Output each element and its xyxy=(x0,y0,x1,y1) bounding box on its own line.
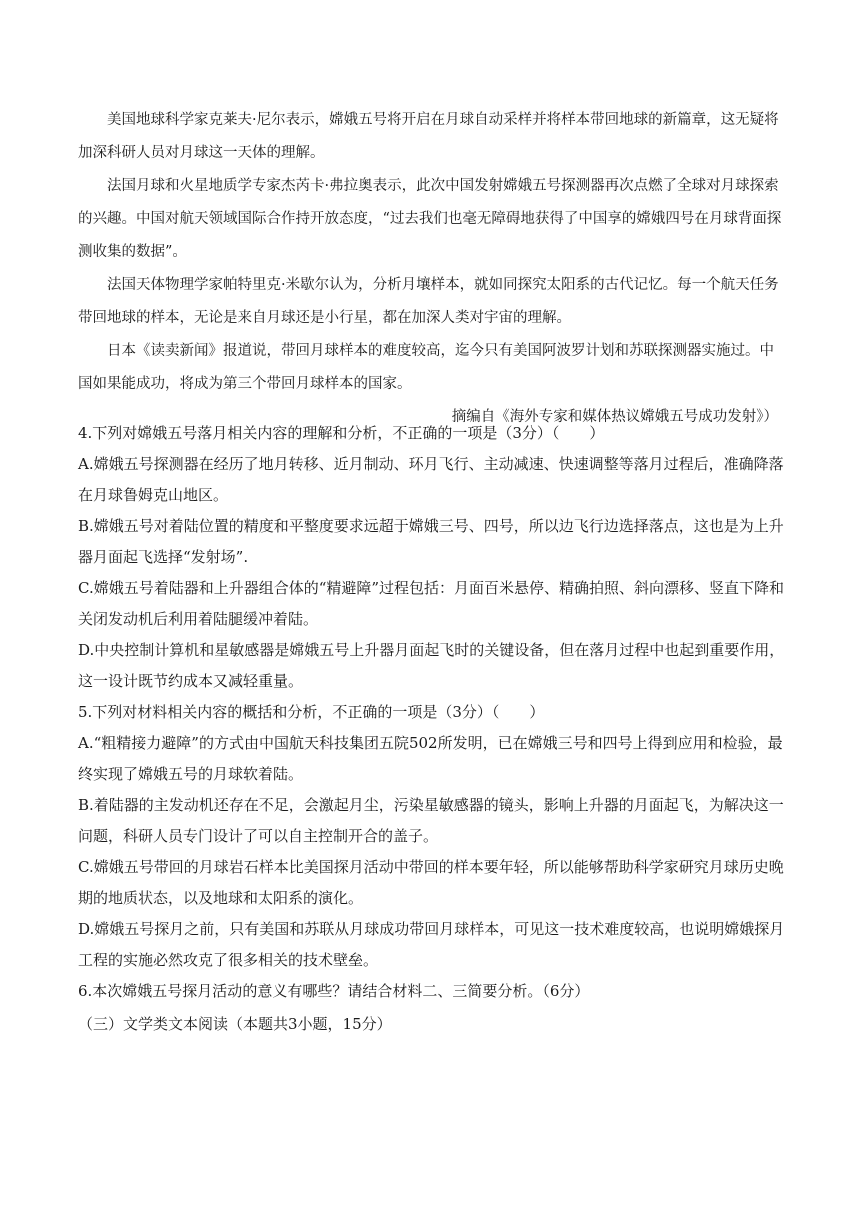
passage-paragraph-3: 法国天体物理学家帕特里克·米歇尔认为，分析月壤样本，就如同探究太阳系的古代记忆。每一个航天任务带回地球的样本，无论是来自月球还是小行星，都在加深人类对宇宙的理解。 xyxy=(78,277,779,326)
question-4-option-c: C.嫦娥五号着陆器和上升器组合体的“精避障”过程包括：月面百米悬停、精确拍照、斜向漂移、竖直下降和关闭发动机后利用着陆腿缓冲着陆。 xyxy=(78,579,785,628)
passage-paragraph-2: 法国月球和火星地质学专家杰芮卡·弗拉奥表示，此次中国发射嫦娥五号探测器再次点燃了全球对月球探索的兴趣。中国对航天领域国际合作持开放态度，“过去我们也毫无障碍地获得了中国享的嫦娥四号在月球背面探测收集的数据”。 xyxy=(78,178,782,260)
reading-passage xyxy=(78,104,786,434)
question-5-option-a: A.“粗精接力避障”的方式由中国航天科技集团五院502所发明，已在嫦娥三号和四号上得到应用和检验，最终实现了嫦娥五号的月球软着陆。 xyxy=(78,734,783,783)
passage-paragraph-1: 美国地球科学家克莱夫·尼尔表示，嫦娥五号将开启在月球自动采样并将样本带回地球的新篇章，这无疑将加深科研人员对月球这一天体的理解。 xyxy=(78,112,779,161)
passage-source: 摘编自《海外专家和媒体热议嫦娥五号成功发射》） xyxy=(451,409,778,425)
question-5-option-b: B.着陆器的主发动机还存在不足，会激起月尘，污染星敏感器的镜头，影响上升器的月面起飞，为解决这一问题，科研人员专门设计了可以自主控制开合的盖子。 xyxy=(78,796,784,845)
section-3-title: （三）文学类文本阅读（本题共3小题，15分） xyxy=(78,1015,392,1033)
passage-paragraph-4: 日本《读卖新闻》报道说，带回月球样本的难度较高，迄今只有美国阿波罗计划和苏联探测器实施过。中国如果能成功，将成为第三个带回月球样本的国家。 xyxy=(78,343,774,392)
question-4-option-d: D.中央控制计算机和星敏感器是嫦娥五号上升器月面起飞时的关键设备，但在落月过程中也起到重要作用，这一设计既节约成本又减轻重量。 xyxy=(78,641,785,690)
question-5-stem: 5.下列对材料相关内容的概括和分析，不正确的一项是（3分）（ ） xyxy=(78,703,545,721)
questions-block xyxy=(78,418,786,1040)
question-6-stem: 6.本次嫦娥五号探月活动的意义有哪些？请结合材料二、三简要分析。（6分） xyxy=(78,982,590,1000)
question-5-option-c: C.嫦娥五号带回的月球岩石样本比美国探月活动中带回的样本要年轻，所以能够帮助科学家研究月球历史晚期的地质状态，以及地球和太阳系的演化。 xyxy=(78,858,784,907)
question-4-stem: 4.下列对嫦娥五号落月相关内容的理解和分析，不正确的一项是（3分）（ ） xyxy=(78,424,605,442)
question-4-option-a: A.嫦娥五号探测器在经历了地月转移、近月制动、环月飞行、主动减速、快速调整等落月过程后，准确降落在月球鲁姆克山地区。 xyxy=(78,455,784,504)
question-4-option-b: B.嫦娥五号对着陆位置的精度和平整度要求远超于嫦娥三号、四号，所以边飞行边选择落点，这也是为上升器月面起飞选择“发射场”. xyxy=(78,517,784,566)
question-5-option-d: D.嫦娥五号探月之前，只有美国和苏联从月球成功带回月球样本，可见这一技术难度较高，也说明嫦娥探月工程的实施必然攻克了很多相关的技术壁垒。 xyxy=(78,920,785,969)
